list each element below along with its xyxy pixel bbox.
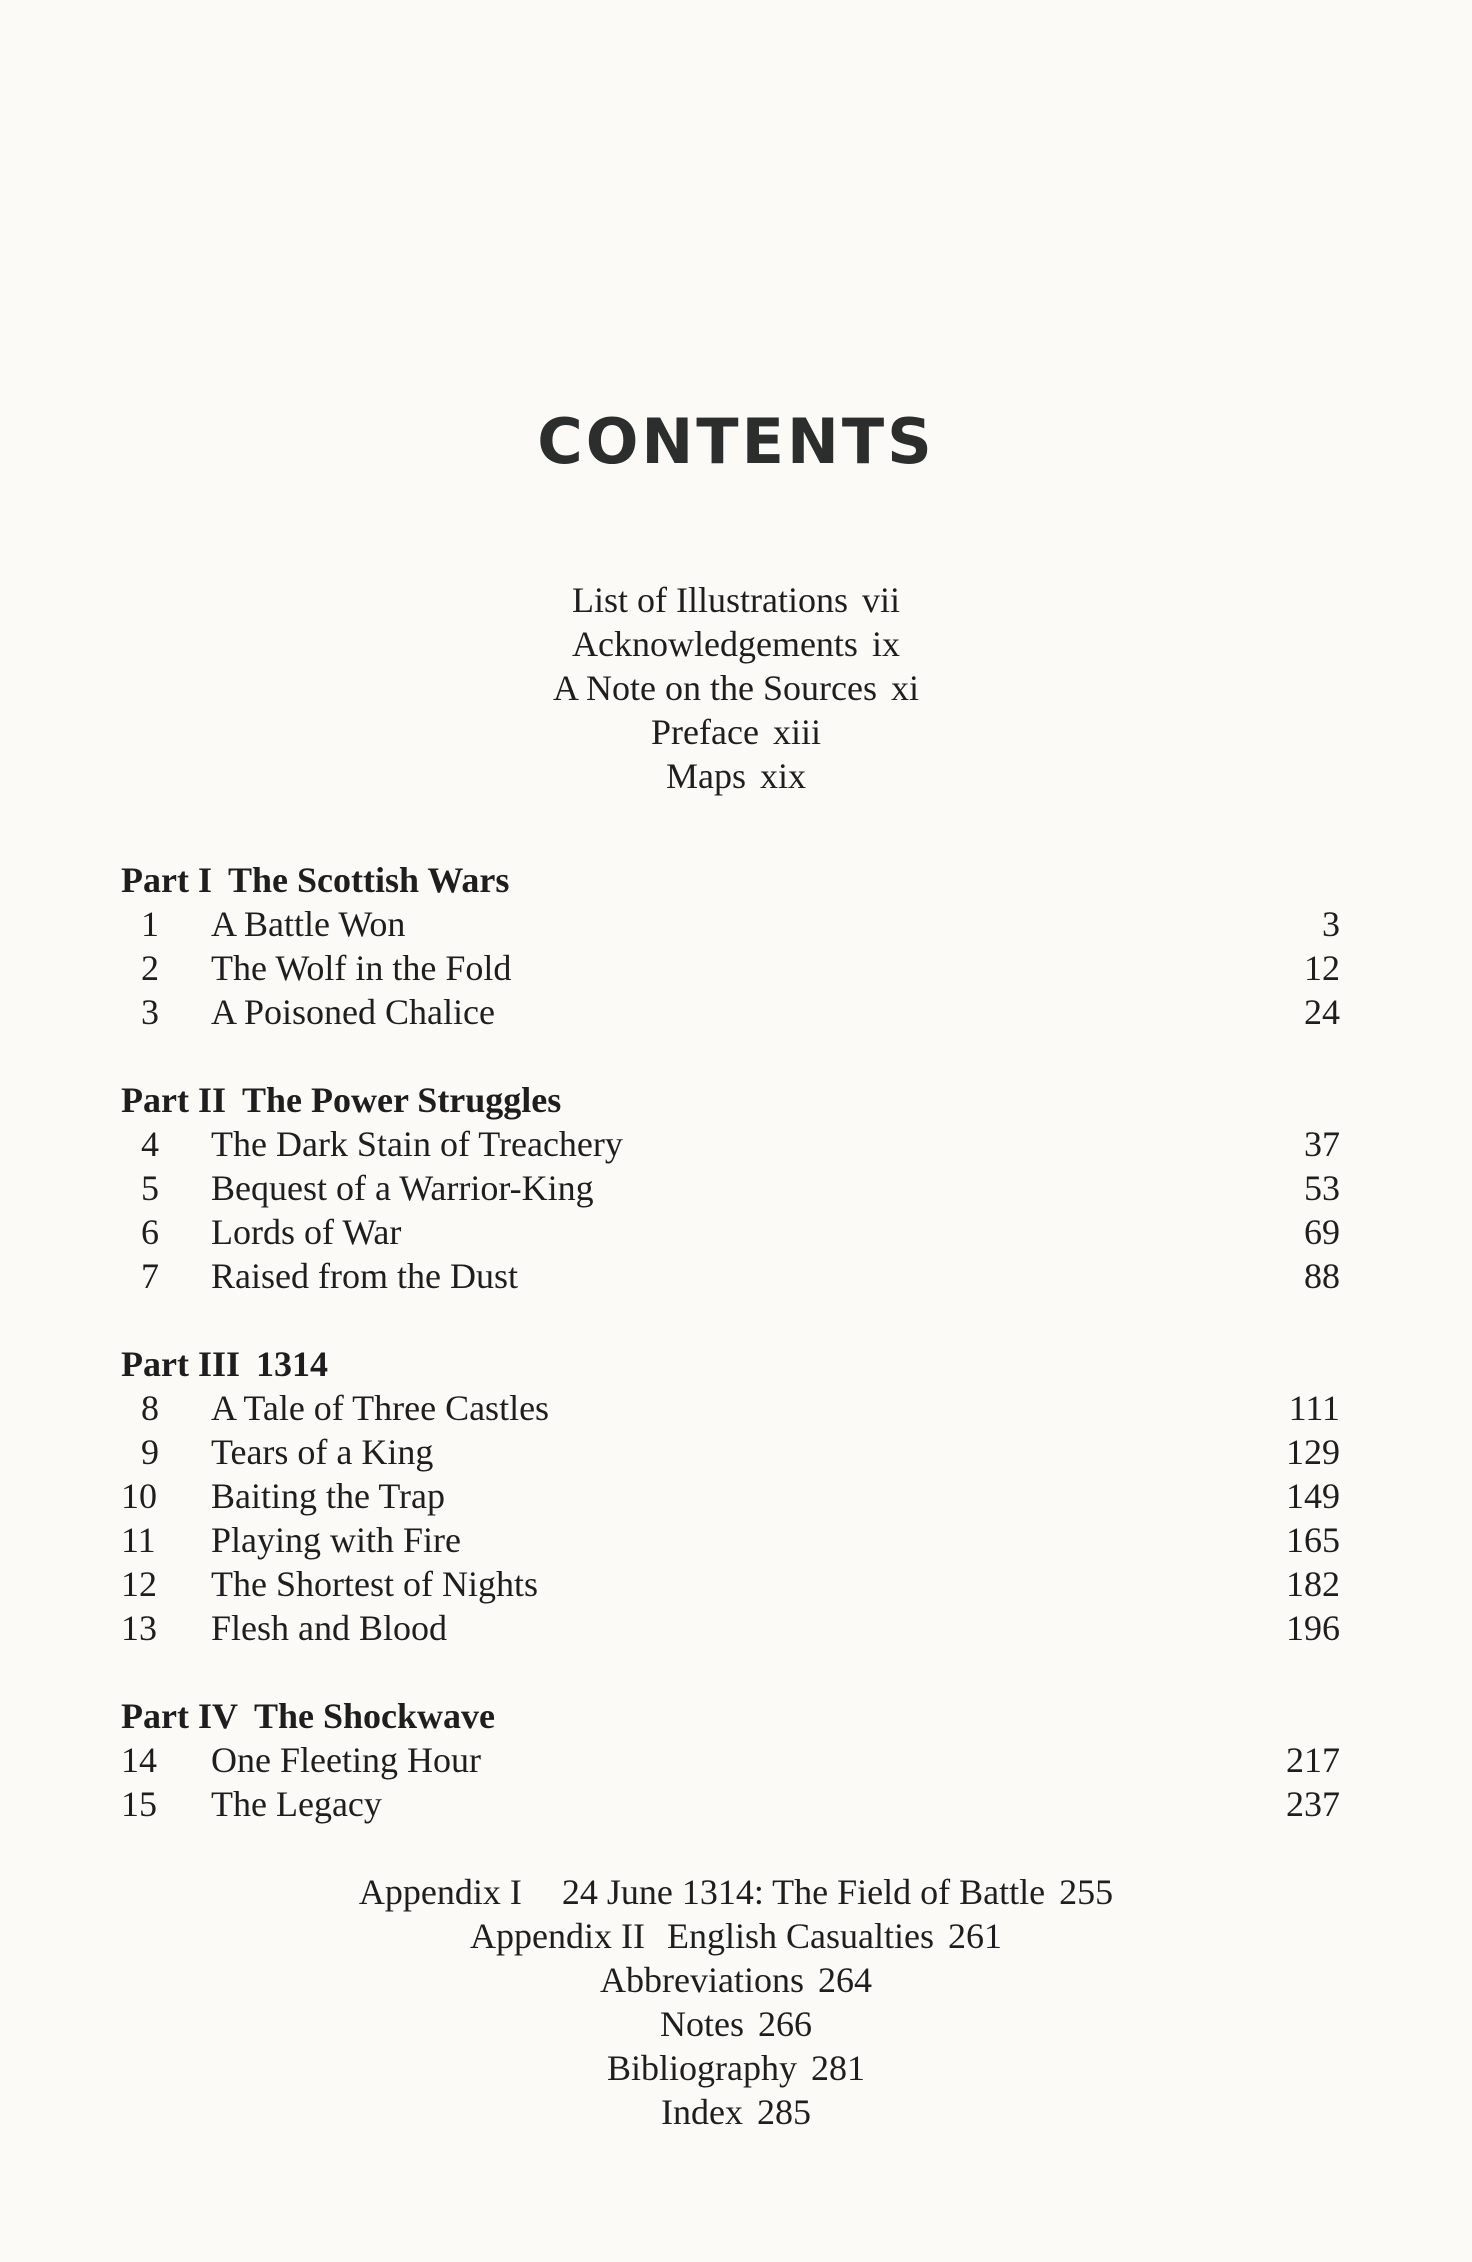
chapter-number: 6 <box>141 1212 159 1252</box>
chapter-page: 129 <box>1286 1432 1340 1472</box>
chapter-title: The Legacy <box>211 1784 382 1824</box>
part-label: Part III <box>121 1344 240 1384</box>
chapter-number: 12 <box>121 1564 157 1604</box>
part-section <box>121 858 1340 1034</box>
chapter-row <box>121 1210 1340 1254</box>
prelim-page: ix <box>871 624 900 664</box>
prelims-list <box>0 578 1472 798</box>
prelim-label: Acknowledgements <box>572 624 858 664</box>
prelim-item <box>0 754 1472 798</box>
appendix-title: 24 June 1314: The Field of Battle <box>561 1872 1046 1912</box>
endmatter-item <box>0 2090 1472 2134</box>
chapter-page: 237 <box>1286 1784 1340 1824</box>
chapter-number: 9 <box>141 1432 159 1472</box>
part-section <box>121 1694 1340 1826</box>
chapter-number: 10 <box>121 1476 157 1516</box>
prelim-item <box>0 578 1472 622</box>
chapter-number: 14 <box>121 1740 157 1780</box>
endmatter-label: Abbreviations <box>600 1960 804 2000</box>
appendix-page: 255 <box>1059 1872 1114 1912</box>
endmatter-label: Index <box>661 2092 743 2132</box>
chapter-title: Lords of War <box>211 1212 402 1252</box>
chapter-number: 13 <box>121 1608 157 1648</box>
chapter-title: The Wolf in the Fold <box>211 948 512 988</box>
prelim-item <box>0 710 1472 754</box>
part-name: The Power Struggles <box>241 1080 562 1120</box>
part-heading <box>121 1694 1340 1738</box>
part-heading <box>121 1078 1340 1122</box>
chapter-number: 11 <box>121 1520 156 1560</box>
prelim-page: vii <box>861 580 900 620</box>
chapter-number: 7 <box>141 1256 159 1296</box>
prelim-label: Preface <box>651 712 759 752</box>
chapter-row <box>121 1738 1340 1782</box>
endmatter-page: 266 <box>758 2004 812 2044</box>
chapter-title: A Battle Won <box>211 904 406 944</box>
chapter-number: 1 <box>141 904 159 944</box>
chapter-row <box>121 1122 1340 1166</box>
chapter-number: 8 <box>141 1388 159 1428</box>
chapter-row <box>121 1430 1340 1474</box>
part-section <box>121 1342 1340 1650</box>
chapter-title: A Tale of Three Castles <box>211 1388 550 1428</box>
prelim-label: Maps <box>665 756 746 796</box>
part-name: 1314 <box>256 1344 328 1384</box>
part-label: Part IV <box>121 1696 238 1736</box>
chapter-title: Raised from the Dust <box>211 1256 518 1296</box>
endmatter-page: 285 <box>756 2092 811 2132</box>
part-name: The Shockwave <box>253 1696 495 1736</box>
appendix-page: 261 <box>947 1916 1002 1956</box>
endmatter-item <box>0 2002 1472 2046</box>
chapter-page: 165 <box>1286 1520 1340 1560</box>
backmatter-list <box>0 1870 1472 2134</box>
part-section <box>121 1078 1340 1298</box>
chapter-title: Playing with Fire <box>211 1520 461 1560</box>
endmatter-item <box>0 2046 1472 2090</box>
chapter-page: 182 <box>1286 1564 1340 1604</box>
chapter-number: 15 <box>121 1784 157 1824</box>
chapter-title: The Dark Stain of Treachery <box>211 1124 623 1164</box>
chapter-page: 3 <box>1322 904 1340 944</box>
chapter-page: 196 <box>1286 1608 1340 1648</box>
chapter-page: 37 <box>1304 1124 1340 1164</box>
endmatter-label: Bibliography <box>607 2048 797 2088</box>
prelim-item <box>0 622 1472 666</box>
chapter-number: 2 <box>141 948 159 988</box>
appendix-label: Appendix II <box>470 1916 645 1956</box>
chapter-title: Flesh and Blood <box>211 1608 448 1648</box>
endmatter-page: 281 <box>810 2048 865 2088</box>
part-heading <box>121 1342 1340 1386</box>
chapter-row <box>121 990 1340 1034</box>
chapter-page: 88 <box>1304 1256 1340 1296</box>
chapter-row <box>121 1386 1340 1430</box>
prelim-page: xi <box>890 668 919 708</box>
prelim-item <box>0 666 1472 710</box>
part-heading <box>121 858 1340 902</box>
prelim-label: A Note on the Sources <box>553 668 877 708</box>
part-name: The Scottish Wars <box>227 860 510 900</box>
chapter-page: 149 <box>1286 1476 1340 1516</box>
page-title: CONTENTS <box>537 405 935 478</box>
chapter-title: Tears of a King <box>211 1432 434 1472</box>
chapter-row <box>121 902 1340 946</box>
prelim-page: xix <box>759 756 806 796</box>
chapter-page: 12 <box>1304 948 1340 988</box>
appendix-label: Appendix I <box>358 1872 522 1912</box>
chapter-title: Bequest of a Warrior-King <box>211 1168 594 1208</box>
chapter-row <box>121 1254 1340 1298</box>
parts-list <box>121 858 1340 1870</box>
part-label: Part I <box>121 860 212 900</box>
chapter-page: 53 <box>1304 1168 1340 1208</box>
chapter-title: The Shortest of Nights <box>211 1564 538 1604</box>
chapter-title: A Poisoned Chalice <box>211 992 495 1032</box>
chapter-row <box>121 1474 1340 1518</box>
chapter-row <box>121 1518 1340 1562</box>
prelim-page: xiii <box>772 712 821 752</box>
chapter-number: 5 <box>141 1168 159 1208</box>
chapter-number: 4 <box>141 1124 159 1164</box>
endmatter-label: Notes <box>660 2004 744 2044</box>
chapter-row <box>121 1782 1340 1826</box>
chapter-row <box>121 1166 1340 1210</box>
appendix-item <box>0 1914 1472 1958</box>
chapter-page: 69 <box>1304 1212 1340 1252</box>
appendix-title: English Casualties <box>666 1916 934 1956</box>
chapter-number: 3 <box>141 992 159 1032</box>
part-label: Part II <box>121 1080 226 1120</box>
chapter-row <box>121 1562 1340 1606</box>
endmatter-item <box>0 1958 1472 2002</box>
chapter-row <box>121 1606 1340 1650</box>
chapter-page: 111 <box>1288 1388 1340 1428</box>
appendix-item <box>0 1870 1472 1914</box>
chapter-row <box>121 946 1340 990</box>
chapter-page: 217 <box>1286 1740 1340 1780</box>
endmatter-page: 264 <box>817 1960 872 2000</box>
chapter-title: Baiting the Trap <box>211 1476 446 1516</box>
chapter-title: One Fleeting Hour <box>211 1740 481 1780</box>
prelim-label: List of Illustrations <box>572 580 848 620</box>
chapter-page: 24 <box>1304 992 1340 1032</box>
